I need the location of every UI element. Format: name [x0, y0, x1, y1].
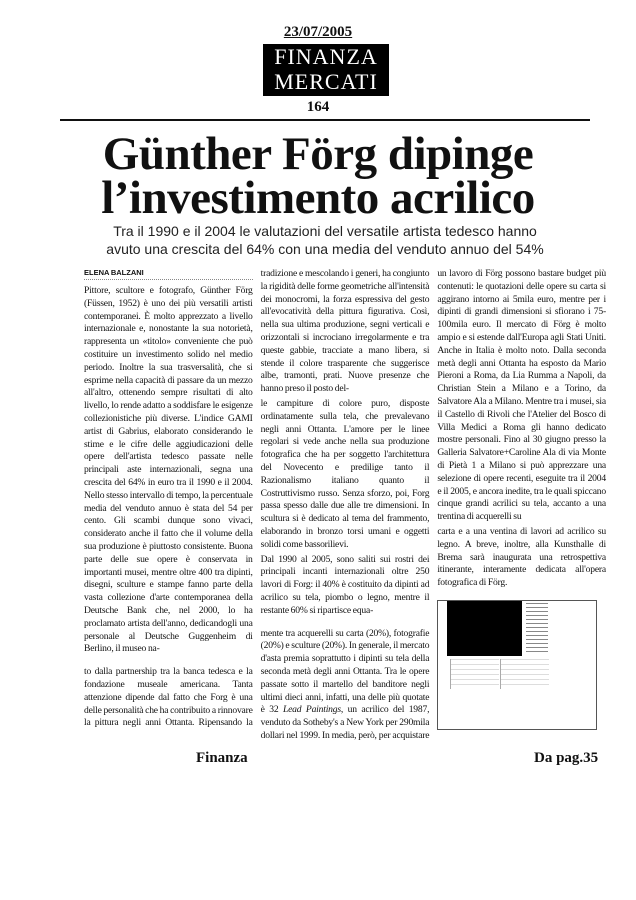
headline-line2: l’investimento acrilico [101, 172, 535, 224]
subtitle-line2: avuto una crescita del 64% con una media del venduto annuo del 54% [106, 241, 544, 257]
footer-from-page: Da pag.35 [534, 749, 599, 766]
paragraph: Pittore, scultore e fotografo, Günther Förg (Füssen, 1952) è uno dei più versatili artisti contemporanei. È molto apprezzato a livello internazionale e, nonostante la sua notorietà, rappresenta un «titolo» conveniente che può costituire un investimento solido nel medio periodo. Inoltre la sua trasversalità, che si esprime nella capacità di passare da un mezzo all'altro, ottenendo sempre risultati di alto livello, lo rende adatto a soddisfare le esigenze collezionistiche più diverse. L'indice GAMI artist di Gabrius, elaborato considerando le stime e le cifre delle aggiudicazioni delle opere dell'artista tedesco passate nelle principali aste internazionali, segna una crescita del 64% in euro tra il 1990 e il 2004. Nello stesso intervallo di tempo, la percentuale media del venduto annuo è stata del 54 per cento. Gli scambi dunque sono vivaci, considerato anche il fatto che il volume della sua produzione è piuttosto consistente. Buona parte delle sue opere è conservata in importanti musei, mentre oltre 400 tra dipinti, disegni, sculture e stampe fanno parte della vasta collezione d'arte contemporanea della Deutsche Bank che, nel 2000, lo ha proclamato artista dell'anno, dedicandogli una personale al Deutsche Guggenheim di Berlino, il museo na- [84, 285, 253, 655]
publication-date: 23/07/2005 [283, 24, 353, 40]
page-number: 164 [306, 99, 330, 115]
header-divider [60, 119, 590, 121]
masthead-logo [263, 44, 389, 96]
footer-source: Finanza [196, 749, 248, 766]
text-run: , un acrilico del 1987, venduto da Sotheby's a New York per 290mila dollari nel 1999. In media, però, per acquistare un lavoro di Förg possono bastare budget più contenuti: le quotazioni delle opere su carta si aggirano intorno ai 5mila euro, mentre per i dipinti di grandi dimensioni si sfiorano i 75-100mila euro. Il mercato di Förg è molto ampio e si estende dall'Europa agli Stati Uniti. Anche in Italia è molto noto. Dalla seconda metà degli anni Ottanta ha esposto da Mario Pieroni a Roma, da Lia Rumma a Napoli, da Christian Stein a Milano e a Torino, da Salvatore Ala a Milano. Mentre tra i musei, sia il Castello di Rivoli che l'Atelier del Bosco di Villa Medici a Roma gli hanno dedicato mostre personali. Fino al 30 giugno presso la Galleria Salvatore+Caroline Ala di via Monte di Pietà 1 a Milano si può apprezzare una selezione di opere recenti, eseguite tra il 2004 e il 2005, e ancora inedite, tra le quali spiccano cinque grandi acrilici su tela, accanto a una trentina di acquerelli su [260, 268, 606, 741]
headline-line1: Günther Förg dipinge [102, 128, 534, 180]
paragraph: Dal 1990 al 2005, sono saliti sui rostri dei principali incanti internazionali oltre 250 lavori di Forg: il 40% è costituito da dipinti ad acrilico su tela, piombo o legno, mentre il restante 60% si ripartisce equa- [260, 553, 430, 616]
artwork-title: Lead Paintings [282, 704, 341, 716]
paragraph: carta e a una ventina di lavori ad acrilico su legno. A breve, inoltre, alla Kunsthalle di Brema sarà inaugurata una retrospettiva itinerante, interamente dedicata all'opera fotografica di Förg. [437, 525, 606, 589]
paragraph: le campiture di colore puro, disposte ordinatamente sulla tela, che prevalevano negli anni Ottanta. L'amore per le linee regolari si vede anche nella sua produzione fotografica che ha per soggetto l'architettura del Novecento e predilige tanto il Razionalismo italiano quanto il Costruttivismo russo. Senza sforzo, poi, Forg passa spesso dalle due alle tre dimensioni. In scultura si è dedicato al tema del frammento, elaborando in bronzo torsi umani e oggetti solidi come bassorilievi. [260, 397, 430, 550]
masthead-line2: MERCATI [274, 69, 378, 94]
text-run: mente tra acquerelli su carta (20%), fotografie (20%) e sculture (20%). In generale, il mercato d'asta premia soprattutto i dipinti su tela della seconda metà degli anni Ottanta. Tra le opere passate sotto il martello del banditore negli ultimi dieci anni, infatti, una delle più quotate è 32 [260, 627, 430, 716]
article-body [84, 268, 606, 771]
thumbnail-chart [450, 659, 499, 689]
subtitle-line1: Tra il 1990 e il 2004 le valutazioni del versatile artista tedesco hanno [113, 223, 537, 239]
thumbnail-photo [447, 601, 522, 656]
page-footer [84, 749, 606, 771]
byline: ELENA BALZANI [84, 268, 253, 280]
thumbnail-chart [500, 659, 549, 689]
source-page-thumbnail [437, 600, 597, 730]
paragraph: to dalla partnership tra la banca tedesca e la fondazione museale americana. Tanta attenzione dipende dal fatto che Forg è una delle personalità che ha contribuito a rinnovare la pittura negli anni Ottanta. Ripensando la tradizione e mescolando i generi, ha congiunto la rigidità delle forme geometriche all'intensità dei monocromi, la forza espressiva del gesto all'evocatività della pittura figurativa. Così, nella sua ultima produzione, segni verticali e orizzontali si incrociano irregolarmente e tra queste gabbie, tracciate a mano libera, si stende il colore trasparente che suggerisce albe, tramonti, prati. Nuove presenze che hanno preso il posto del- [84, 268, 430, 729]
article-columns [84, 268, 606, 743]
thumbnail-text [526, 603, 548, 653]
masthead-line1: FINANZA [274, 44, 378, 69]
